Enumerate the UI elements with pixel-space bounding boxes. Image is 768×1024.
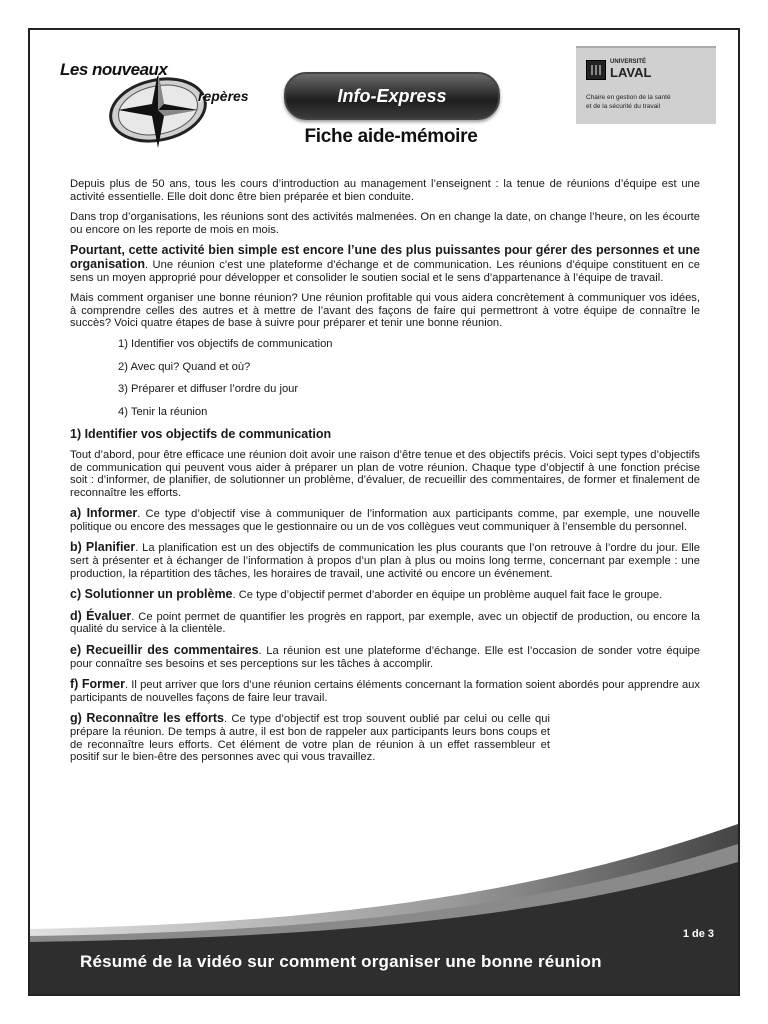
footer-title: Résumé de la vidéo sur comment organiser une bonne réunion bbox=[80, 952, 602, 971]
objective-text: . La planification est un des objectifs de communication les plus courants que l’on retrouve à l’ordre du jour. Elle sert à présenter et à échanger de l’information à propos d’un plan à plus ou moins long terme, concernant par exemple : une production, la répartition des tâches, les horaires de travail, une activité ou encore un événement. bbox=[70, 542, 701, 580]
laval-chair-line2: et de la sécurité du travail bbox=[586, 103, 661, 110]
intro-paragraph-4: Mais comment organiser une bonne réunion? Une réunion profitable qui vous aidera concrètement à communiquer vos idées, à comprendre celles des autres et à mettre de l’avant des façons de faire qui permettront à votre équipe de connaître le succès? Voici quatre étapes de base à suivre pour préparer et tenir une bonne réunion. bbox=[70, 292, 700, 330]
objective-text: . La réunion est une plateforme d’échange. Elle est l’occasion de sonder votre équipe pour connaître ses besoins et ses perceptions sur les tâches à accomplir. bbox=[70, 645, 700, 670]
objective-text: . Ce type d’objectif est trop souvent oublié par celui ou celle qui prépare la réunion. De temps à autre, il est bon de rappeler aux participants leurs bons coups et de reconnaître leurs efforts. Cet élément de votre plan de réunion à un effet rassembleur et positif sur le bien-être des personnes avec qui vous travaillez. bbox=[70, 713, 550, 764]
intro-paragraph-1: Depuis plus de 50 ans, tous les cours d’introduction au management l’enseignent : la tenue de réunions d’équipe est une activité essentielle. Elle doit donc être bien préparée et bien conduite. bbox=[70, 178, 700, 203]
badge-label: Info-Express bbox=[337, 85, 447, 106]
objective-item bbox=[70, 541, 700, 580]
step-item: 3) Préparer et diffuser l’ordre du jour bbox=[118, 383, 299, 396]
objective-term: a) Informer bbox=[70, 506, 138, 521]
objective-item bbox=[70, 588, 700, 602]
intro-paragraph-3-rest: . Une réunion c’est une plateforme d’échange et de communication. Les réunions d’équipe constituent en ce sens un moyen approprié pour développer et consolider le soutien social et le sens d’appartenance à l’équipe de travail. bbox=[70, 258, 700, 284]
section-heading: 1) Identifier vos objectifs de communication bbox=[70, 427, 332, 442]
objective-text: . Il peut arriver que lors d’une réunion certains éléments concernant la formation soient abordés pour apprendre aux participants de nouvelles façons de faire leur travail. bbox=[70, 679, 700, 704]
laval-univ-label: UNIVERSITÉ bbox=[610, 59, 647, 65]
les-nouveaux-reperes-logo bbox=[58, 52, 268, 152]
objective-item bbox=[70, 712, 550, 763]
info-express-badge bbox=[284, 72, 500, 120]
step-item: 1) Identifier vos objectifs de communication bbox=[118, 337, 333, 350]
objective-term: c) Solutionner un problème bbox=[70, 587, 233, 602]
intro-paragraph-2: Dans trop d’organisations, les réunions sont des activités malmenées. On en change la date, on change l’heure, on les écourte ou encore on les reporte de mois en mois. bbox=[70, 211, 700, 236]
step-item: 4) Tenir la réunion bbox=[118, 405, 208, 418]
objective-term: e) Recueillir des commentaires bbox=[70, 643, 259, 658]
intro-bold-statement: Pourtant, cette activité bien simple est encore l’une des plus puissantes pour gérer des personnes et une organisation bbox=[70, 243, 700, 271]
page-subtitle: Fiche aide-mémoire bbox=[304, 126, 478, 147]
objective-text: . Ce type d’objectif permet d’aborder en équipe un problème auquel fait face le groupe. bbox=[232, 589, 663, 602]
laval-chair-label bbox=[586, 93, 714, 111]
step-item: 2) Avec qui? Quand et où? bbox=[118, 360, 251, 373]
objective-term: g) Reconnaître les efforts bbox=[70, 711, 225, 726]
objective-term: b) Planifier bbox=[70, 540, 136, 555]
logo-text-line2: repères bbox=[198, 88, 249, 104]
intro-paragraph-3 bbox=[70, 244, 700, 284]
section-intro: Tout d’abord, pour être efficace une réunion doit avoir une raison d’être tenue et des objectifs précis. Voici sept types d’objectifs de communication qui peuvent vous aider à préparer un plan de votre réunion. Chaque type d’objectif à une fonction précise soit : d’informer, de planifier, de solutionner un problème, d’évaluer, de recueillir des commentaires, de former et finalement de reconnaître les efforts. bbox=[70, 448, 700, 499]
objective-item bbox=[70, 644, 700, 670]
laval-chair-line1: Chaire en gestion de la santé bbox=[586, 94, 671, 101]
laval-name-label: LAVAL bbox=[610, 65, 652, 80]
objective-item bbox=[70, 678, 700, 704]
document-body bbox=[70, 178, 700, 772]
laval-crest-icon bbox=[586, 60, 606, 80]
objective-text: . Ce point permet de quantifier les progrès en rapport, par exemple, avec un objectif de production, ou encore la qualité du service à la clientèle. bbox=[70, 610, 700, 636]
objective-item bbox=[70, 507, 700, 533]
objective-term: d) Évaluer bbox=[70, 608, 132, 623]
objective-term: f) Former bbox=[70, 677, 125, 692]
steps-list bbox=[118, 338, 700, 418]
page-frame bbox=[28, 28, 740, 996]
logo-text-line1: Les nouveaux bbox=[60, 60, 168, 79]
page-number: 1 de 3 bbox=[682, 928, 714, 940]
objective-text: . Ce type d’objectif vise à communiquer de l’information aux participants comme, par exemple, une nouvelle politique ou encore des messages que le gestionnaire ou un de vos collègues veut communiquer à l’ensemble du personnel. bbox=[70, 508, 700, 533]
universite-laval-logo bbox=[576, 46, 716, 124]
objective-item bbox=[70, 610, 700, 636]
